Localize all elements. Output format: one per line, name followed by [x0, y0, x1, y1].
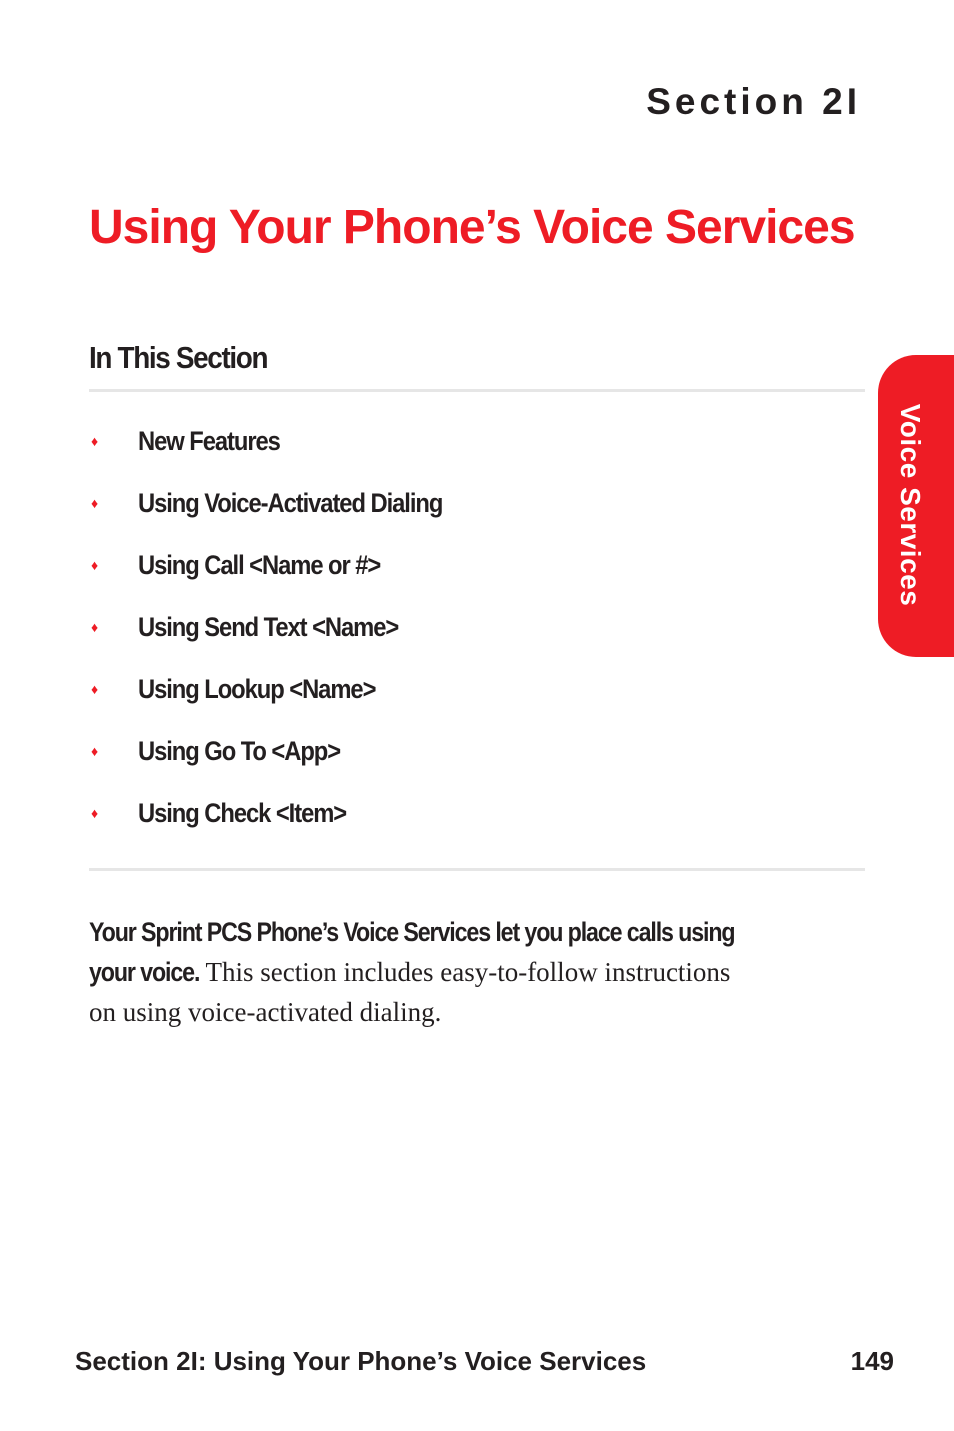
page-number: 149 [850, 1346, 894, 1376]
intro-lead-text-end: your voice. [89, 957, 200, 987]
toc-item-check [89, 790, 789, 852]
toc-item-new-features [89, 418, 789, 480]
diamond-bullet-icon: ♦ [91, 619, 99, 635]
intro-body-text: This section includes easy-to-follow instructions [199, 957, 731, 987]
toc-item-label: Using Call <Name or #> [138, 550, 381, 580]
toc-top-divider [89, 389, 865, 392]
diamond-bullet-icon: ♦ [91, 495, 99, 511]
side-section-tab [878, 355, 954, 657]
toc-list [89, 418, 789, 852]
page-title: Using Your Phone’s Voice Services [89, 201, 855, 254]
section-label: Section 2I [646, 81, 861, 122]
diamond-bullet-icon: ♦ [91, 805, 99, 821]
toc-item-lookup [89, 666, 789, 728]
toc-item-label: New Features [138, 426, 280, 456]
intro-line-2 [89, 952, 849, 992]
toc-item-label: Using Send Text <Name> [138, 612, 399, 642]
intro-lead-text: Your Sprint PCS Phone’s Voice Services let you place calls using [89, 917, 735, 947]
toc-heading: In This Section [89, 340, 268, 375]
toc-item-label: Using Voice-Activated Dialing [138, 488, 443, 518]
footer-title: Section 2I: Using Your Phone’s Voice Services [75, 1346, 647, 1376]
toc-item-label: Using Go To <App> [138, 736, 341, 766]
toc-item-call-name [89, 542, 789, 604]
toc-item-send-text [89, 604, 789, 666]
toc-item-label: Using Check <Item> [138, 798, 347, 828]
toc-item-voice-activated-dialing [89, 480, 789, 542]
diamond-bullet-icon: ♦ [91, 681, 99, 697]
diamond-bullet-icon: ♦ [91, 433, 99, 449]
intro-line-1 [89, 912, 849, 952]
toc-item-label: Using Lookup <Name> [138, 674, 376, 704]
side-tab-label: Voice Services [895, 403, 926, 607]
diamond-bullet-icon: ♦ [91, 743, 99, 759]
intro-paragraph [89, 912, 849, 1032]
toc-item-go-to [89, 728, 789, 790]
diamond-bullet-icon: ♦ [91, 557, 99, 573]
toc-bottom-divider [89, 868, 865, 871]
intro-line-3: on using voice-activated dialing. [89, 997, 442, 1027]
